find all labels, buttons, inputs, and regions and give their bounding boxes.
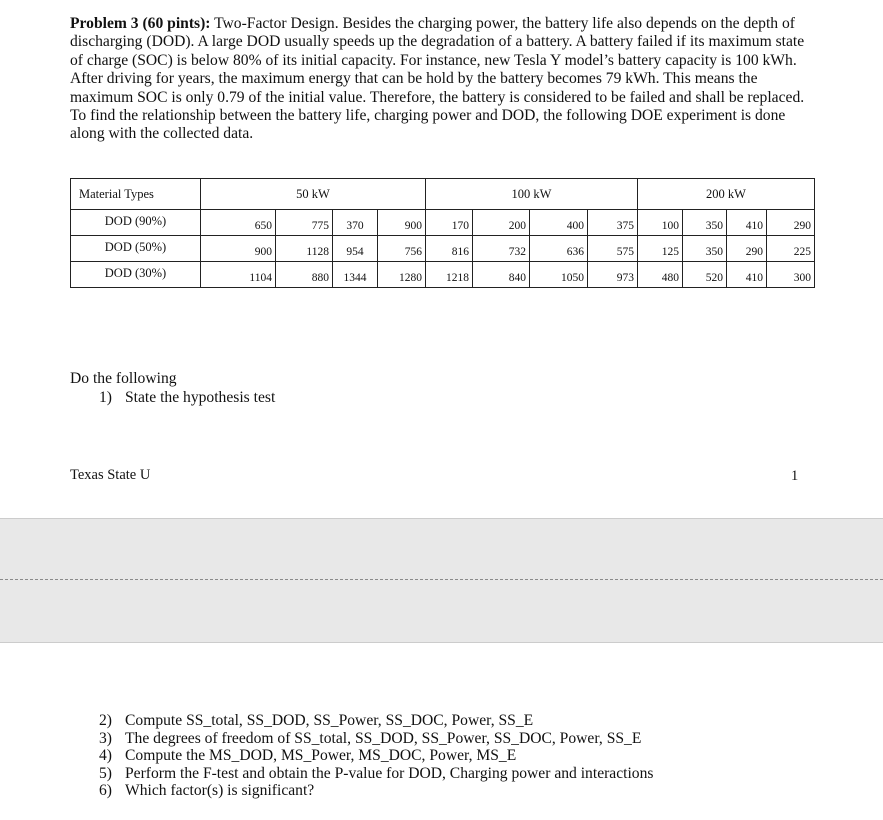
- table-cell: 375: [588, 210, 638, 236]
- table-cell: 170: [426, 210, 473, 236]
- question-number: 3): [99, 729, 112, 747]
- table-cell: 954: [333, 236, 378, 262]
- table-cell: 1050: [530, 262, 588, 288]
- question-number: 1): [99, 389, 112, 406]
- table-cell: 370: [333, 210, 378, 236]
- table-cell: 840: [473, 262, 530, 288]
- dod-row-label: DOD (50%): [71, 236, 201, 262]
- question-item: [99, 712, 653, 730]
- table-cell: 290: [767, 210, 815, 236]
- table-cell: 775: [276, 210, 333, 236]
- table-cell: 575: [588, 236, 638, 262]
- table-cell: 350: [683, 210, 727, 236]
- table-cell: 636: [530, 236, 588, 262]
- problem-statement: [70, 15, 810, 144]
- table-cell: 1128: [276, 236, 333, 262]
- table-cell: 200: [473, 210, 530, 236]
- table-cell: 1218: [426, 262, 473, 288]
- table-cell: 973: [588, 262, 638, 288]
- question-item: [99, 782, 653, 800]
- question-item: [99, 730, 653, 748]
- table-cell: 732: [473, 236, 530, 262]
- power-group-header: 200 kW: [638, 179, 815, 210]
- question-text: State the hypothesis test: [125, 389, 276, 406]
- page-break-line: [0, 579, 883, 580]
- problem-body: Two-Factor Design. Besides the charging power, the battery life also depends on the depth of discharging (DOD). A large DOD usually speeds up the degradation of a battery. A battery failed if its maximum state of charge (SOC) is below 80% of its initial capacity. For instance, new Tesla Y model’s battery capacity is 100 kWh. After driving for years, the maximum energy that can be hold by the battery becomes 79 kWh. This means the maximum SOC is only 0.79 of the initial value. Therefore, the battery is considered to be failed and shall be replaced. To find the relationship between the battery life, charging power and DOD, the following DOE experiment is done along with the collected data.: [70, 15, 805, 143]
- table-cell: 900: [201, 236, 276, 262]
- page-gap: [0, 518, 883, 643]
- table-header-row: [71, 179, 815, 210]
- table-cell: 125: [638, 236, 683, 262]
- table-cell: 410: [727, 262, 767, 288]
- power-group-header: 50 kW: [201, 179, 426, 210]
- question-item: [99, 765, 653, 783]
- question-text: Compute the MS_DOD, MS_Power, MS_DOC, Power, MS_E: [125, 747, 517, 764]
- question-item: [99, 747, 653, 765]
- table-cell: 880: [276, 262, 333, 288]
- table-cell: 900: [378, 210, 426, 236]
- question-number: 5): [99, 764, 112, 782]
- table-corner-label: Material Types: [71, 179, 201, 210]
- table-cell: 520: [683, 262, 727, 288]
- doe-data-table: [70, 178, 815, 288]
- table-cell: 350: [683, 236, 727, 262]
- question-item: [99, 389, 275, 407]
- table-cell: 400: [530, 210, 588, 236]
- table-cell: 816: [426, 236, 473, 262]
- table-cell: 225: [767, 236, 815, 262]
- power-group-header: 100 kW: [426, 179, 638, 210]
- instructions-intro: Do the following: [70, 370, 177, 387]
- table-cell: 650: [201, 210, 276, 236]
- table-cell: 300: [767, 262, 815, 288]
- question-number: 4): [99, 747, 112, 764]
- table-cell: 480: [638, 262, 683, 288]
- table-row: [71, 236, 815, 262]
- question-list: [99, 712, 653, 800]
- table-cell: 1280: [378, 262, 426, 288]
- table-row: [71, 262, 815, 288]
- table-cell: 100: [638, 210, 683, 236]
- dod-row-label: DOD (30%): [71, 262, 201, 288]
- dod-row-label: DOD (90%): [71, 210, 201, 236]
- footer-school: Texas State U: [70, 467, 151, 483]
- question-text: Which factor(s) is significant?: [125, 782, 315, 799]
- question-text: The degrees of freedom of SS_total, SS_DOD, SS_Power, SS_DOC, Power, SS_E: [125, 729, 642, 747]
- question-text: Perform the F-test and obtain the P-value for DOD, Charging power and interactions: [125, 764, 654, 782]
- table-cell: 290: [727, 236, 767, 262]
- table-cell: 1104: [201, 262, 276, 288]
- question-number: 6): [99, 782, 112, 799]
- table-row: [71, 210, 815, 236]
- page-number: 1: [791, 468, 799, 484]
- table-cell: 1344: [333, 262, 378, 288]
- question-text: Compute SS_total, SS_DOD, SS_Power, SS_DOC, Power, SS_E: [125, 712, 534, 729]
- question-number: 2): [99, 712, 112, 729]
- table-cell: 756: [378, 236, 426, 262]
- table-cell: 410: [727, 210, 767, 236]
- problem-heading: Problem 3 (60 pints):: [70, 15, 211, 32]
